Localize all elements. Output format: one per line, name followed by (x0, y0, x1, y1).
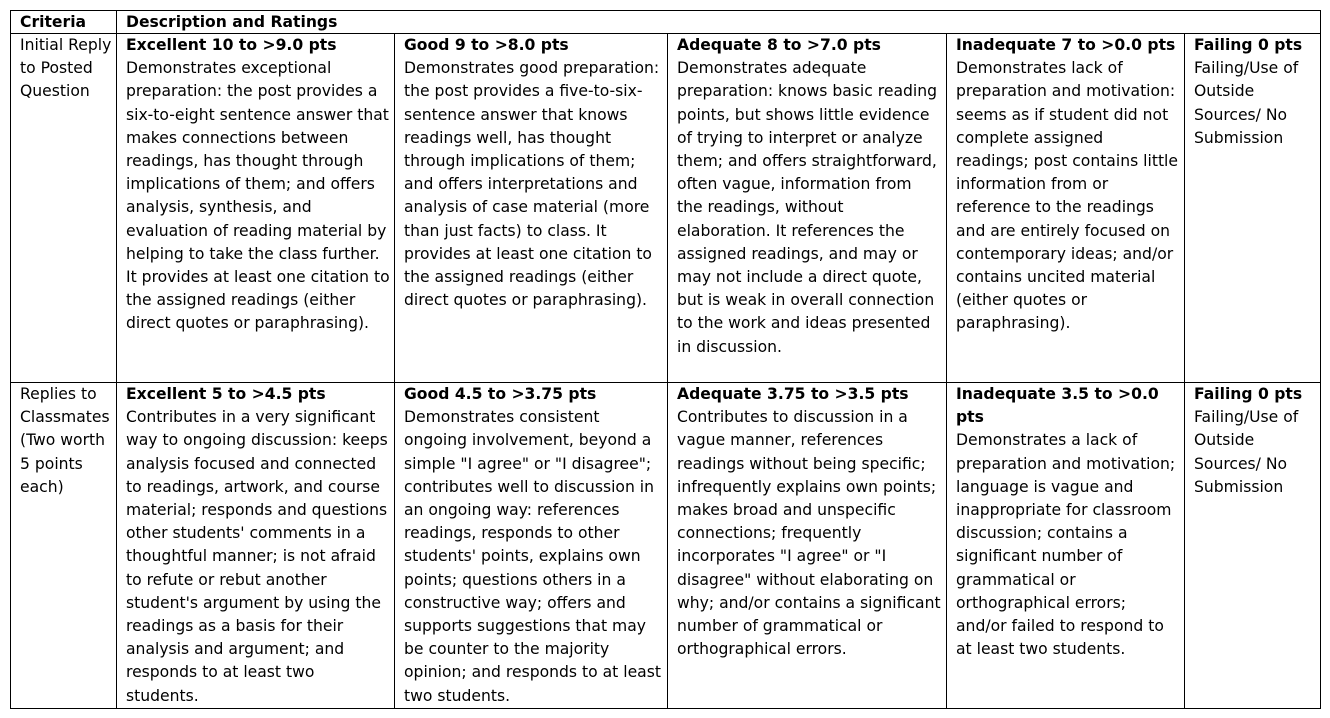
rating-title: Good 9 to >8.0 pts (404, 36, 569, 54)
criteria-cell: Replies to Classmates (Two worth 5 points each) (11, 383, 117, 709)
criteria-header: Criteria (11, 11, 117, 34)
rating-title: Inadequate 7 to >0.0 pts (956, 36, 1176, 54)
rating-cell-failing (1185, 34, 1321, 383)
header-row (11, 11, 1321, 34)
rating-cell-excellent (117, 34, 395, 383)
rating-title: Excellent 10 to >9.0 pts (126, 36, 337, 54)
rating-title: Good 4.5 to >3.75 pts (404, 385, 597, 403)
rating-text: Demonstrates adequate preparation: knows basic reading points, but shows little evidence of trying to interpret or analyze them; and offers straightforward, often vague, information from the readings, without elaboration. It references the assigned readings, and may or may not include a direct quote, but is weak in overall connection to the work and ideas presented in discussion. (677, 59, 938, 356)
rating-title: Failing 0 pts (1194, 385, 1303, 403)
rating-cell-adequate (668, 34, 947, 383)
rating-text: Contributes in a very significant way to ongoing discussion: keeps analysis focused and connected to readings, artwork, and course material; responds and questions other students' comments in a thoughtful manner; is not afraid to refute or rebut another student's argument by using the readings as a basis for their analysis and argument; and responds to at least two students. (126, 408, 388, 705)
criteria-cell: Initial Reply to Posted Question (11, 34, 117, 383)
rating-title: Adequate 3.75 to >3.5 pts (677, 385, 909, 403)
rating-title: Adequate 8 to >7.0 pts (677, 36, 881, 54)
rating-title: Excellent 5 to >4.5 pts (126, 385, 326, 403)
rating-cell-good (395, 34, 668, 383)
rating-text: Demonstrates exceptional preparation: the post provides a six-to-eight sentence answer that makes connections between readings, has thought through implications of them; and offers analysis, synthesis, and evaluation of reading material by helping to take the class further. It provides at least one citation to the assigned readings (either direct quotes or paraphrasing). (126, 59, 390, 333)
rating-text: Demonstrates lack of preparation and motivation: seems as if student did not complete assigned readings; post contains little information from or reference to the readings and are entirely focused on contemporary ideas; and/or contains uncited material (either quotes or paraphrasing). (956, 59, 1178, 333)
rating-title: Failing 0 pts (1194, 36, 1303, 54)
rating-cell-adequate (668, 383, 947, 709)
rubric-row-initial-reply (11, 34, 1321, 383)
rating-text: Failing/Use of Outside Sources/ No Submission (1194, 59, 1299, 147)
rubric-row-replies (11, 383, 1321, 709)
rating-cell-inadequate (947, 383, 1185, 709)
rating-text: Failing/Use of Outside Sources/ No Submission (1194, 408, 1299, 496)
rating-text: Contributes to discussion in a vague manner, references readings without being specific; infrequently explains own points; makes broad and unspecific connections; frequently incorporates "I agree" or "I disagree" without elaborating on why; and/or contains a significant number of grammatical or orthographical errors. (677, 408, 941, 659)
rating-text: Demonstrates consistent ongoing involvement, beyond a simple "I agree" or "I disagree"; contributes well to discussion in an ongoing way: references readings, responds to other students' points, explains own points; questions others in a constructive way; offers and supports suggestions that may be counter to the majority opinion; and responds to at least two students. (404, 408, 661, 705)
rating-text: Demonstrates good preparation: the post provides a five-to-six-sentence answer that knows readings well, has thought through implications of them; and offers interpretations and analysis of case material (more than just facts) to class. It provides at least one citation to the assigned readings (either direct quotes or paraphrasing). (404, 59, 660, 310)
rating-text: Demonstrates a lack of preparation and motivation; language is vague and inappropriate for classroom discussion; contains a significant number of grammatical or orthographical errors; and/or failed to respond to at least two students. (956, 431, 1176, 659)
rating-title: Inadequate 3.5 to >0.0 pts (956, 385, 1159, 427)
description-header: Description and Ratings (117, 11, 1321, 34)
rating-cell-failing (1185, 383, 1321, 709)
rubric-table (10, 10, 1321, 709)
rating-cell-good (395, 383, 668, 709)
rating-cell-excellent (117, 383, 395, 709)
rating-cell-inadequate (947, 34, 1185, 383)
